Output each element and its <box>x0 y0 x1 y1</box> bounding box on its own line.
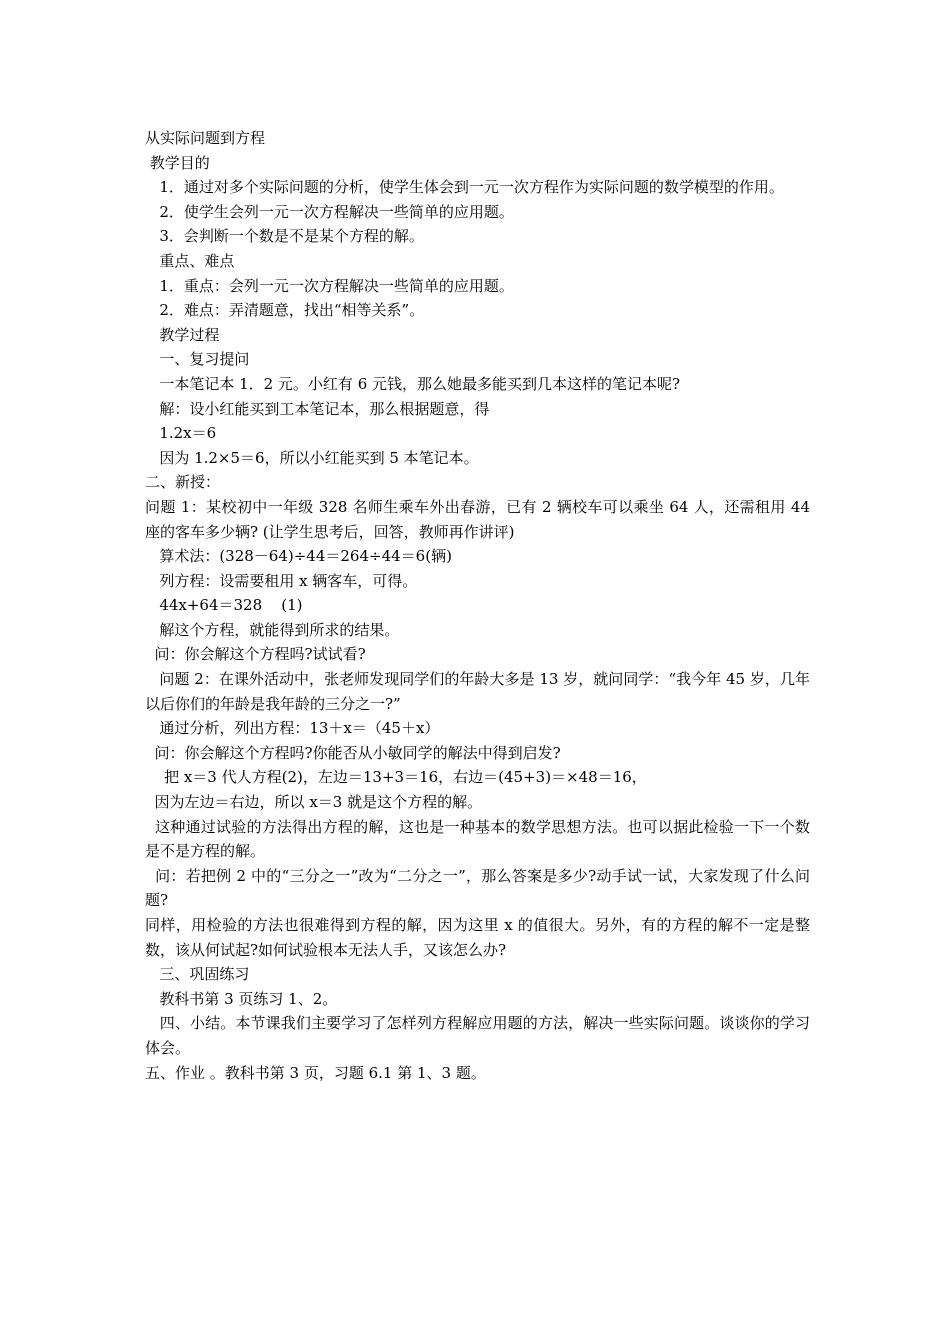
subsection-heading-homework: 五、作业 。教科书第 3 页，习题 6.1 第 1、3 题。 <box>145 1063 486 1082</box>
paragraph: 教科书第 3 页练习 1、2。 <box>145 989 338 1008</box>
subsection-heading-summary: 四、小结。本节课我们主要学习了怎样列方程解应用题的方法，解决一些实际问题。谈谈你的学习体会。 <box>145 1014 810 1057</box>
section-heading-objectives: 教学目的 <box>145 153 210 172</box>
paragraph: 因为 1.2×5＝6，所以小红能买到 5 本笔记本。 <box>145 448 479 467</box>
document-page <box>145 126 815 1085</box>
subsection-heading-practice: 三、巩固练习 <box>145 965 250 984</box>
problem-2: 问题 2：在课外活动中，张老师发现同学们的年龄大多是 13 岁，就问同学：“我今年 45 岁，几年以后你们的年龄是我年龄的三分之一?” <box>145 670 810 713</box>
paragraph: 列方程：设需要租用 x 辆客车，可得。 <box>145 571 418 590</box>
section-heading-process: 教学过程 <box>145 325 220 344</box>
paragraph: 一本笔记本 1．2 元。小红有 6 元钱，那么她最多能买到几本这样的笔记本呢? <box>145 374 681 393</box>
question: 问：你会解这个方程吗?你能否从小敏同学的解法中得到启发? <box>145 743 561 762</box>
section-heading-key-points: 重点、难点 <box>145 251 235 270</box>
equation: 通过分析，列出方程：13＋x＝（45＋x） <box>145 719 440 738</box>
problem-1: 问题 1：某校初中一年级 328 名师生乘车外出春游，已有 2 辆校车可以乘坐 64 人，还需租用 44 座的客车多少辆? (让学生思考后，回答，教师再作讲评) <box>145 497 815 541</box>
paragraph: 算术法：(328－64)÷44＝264÷44＝6(辆) <box>145 547 452 566</box>
objective-item: 3．会判断一个数是不是某个方程的解。 <box>145 227 424 246</box>
paragraph: 把 x＝3 代人方程(2)，左边＝13+3＝16，右边＝(45+3)＝×48＝16， <box>145 768 647 787</box>
objective-item: 2．使学生会列一元一次方程解决一些简单的应用题。 <box>145 202 514 221</box>
objective-item: 1．通过对多个实际问题的分析，使学生体会到一元一次方程作为实际问题的数学模型的作用。 <box>145 178 784 197</box>
key-point-item: 2．难点：弄清题意，找出“相等关系”。 <box>145 301 425 320</box>
document-title: 从实际问题到方程 <box>145 129 266 147</box>
question: 问：你会解这个方程吗?试试看? <box>145 645 366 664</box>
paragraph: 解：设小红能买到工本笔记本，那么根据题意，得 <box>145 399 490 418</box>
subsection-heading-new-lesson: 二、新授： <box>145 473 221 492</box>
question: 问：若把例 2 中的“三分之一”改为“二分之一”，那么答案是多少?动手试一试，大家发现了什么问题? <box>145 866 810 910</box>
paragraph: 同样，用检验的方法也很难得到方程的解，因为这里 x 的值很大。另外，有的方程的解不一定是整数，该从何试起?如何试验根本无法人手，又该怎么办? <box>145 916 810 959</box>
paragraph: 因为左边＝右边，所以 x＝3 就是这个方程的解。 <box>145 793 483 812</box>
key-point-item: 1．重点：会列一元一次方程解决一些简单的应用题。 <box>145 276 514 295</box>
paragraph: 解这个方程，就能得到所求的结果。 <box>145 620 400 639</box>
equation: 44x+64＝328 (1) <box>145 596 303 615</box>
subsection-heading-review: 一、复习提问 <box>145 350 250 369</box>
equation: 1.2x＝6 <box>145 424 217 443</box>
paragraph: 这种通过试验的方法得出方程的解，这也是一种基本的数学思想方法。也可以据此检验一下一个数是不是方程的解。 <box>145 817 810 861</box>
